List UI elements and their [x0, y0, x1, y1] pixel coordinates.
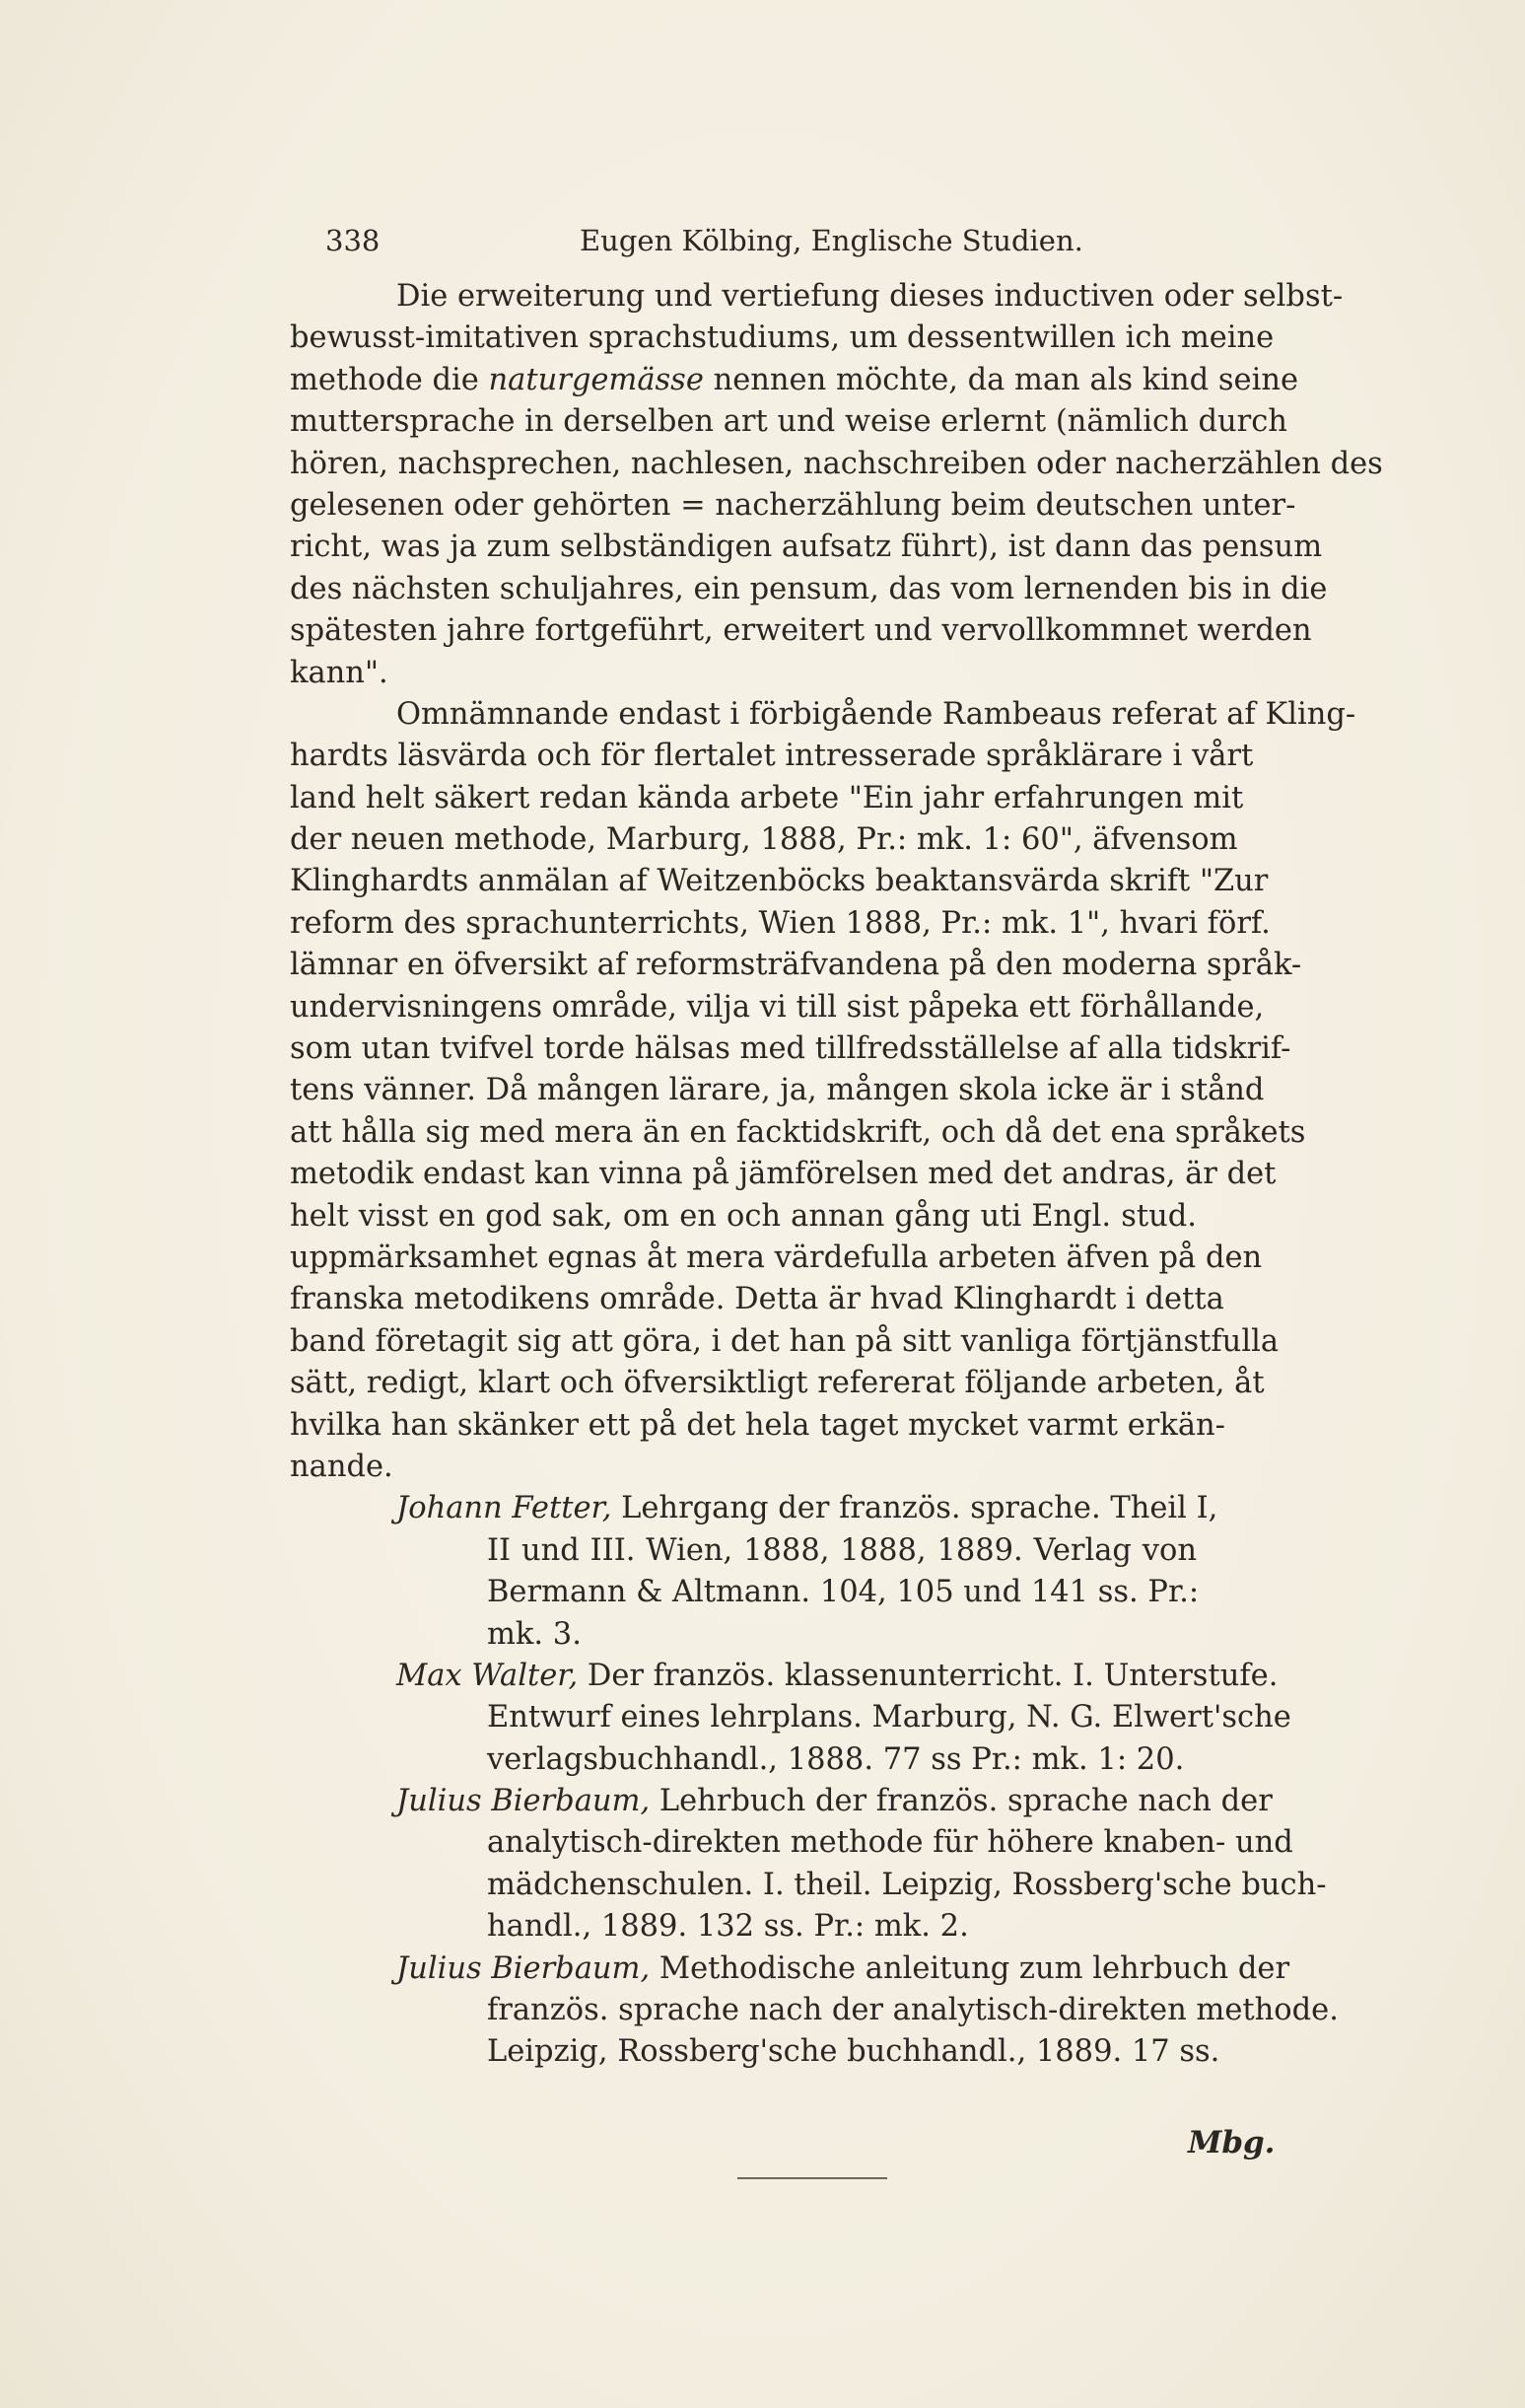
- text-line: Omnämnande endast i förbigående Rambeaus referat af Kling-: [396, 696, 1356, 732]
- text-line: hören, nachsprechen, nachlesen, nachschreiben oder nacherzählen des: [290, 446, 1383, 481]
- entry-author: Julius Bierbaum,: [396, 1950, 651, 1986]
- bibliography-entry: [290, 1781, 1327, 1948]
- text-line: uppmärksamhet egnas åt mera värdefulla arbeten äfven på den: [290, 1239, 1263, 1275]
- text-line: metodik endast kan vinna på jämförelsen med det andras, är det: [290, 1157, 1277, 1192]
- reviewer-signature: Mbg.: [1188, 2125, 1276, 2160]
- text-line: tens vänner. Då mången lärare, ja, mången skola icke är i stånd: [290, 1073, 1265, 1108]
- text-line: hvilka han skänker ett på det hela taget mycket varmt erkän-: [290, 1407, 1225, 1443]
- text-line: verlagsbuchhandl., 1888. 77 ss Pr.: mk. 1: 20.: [487, 1741, 1185, 1777]
- emphasis-term: naturgemässe: [488, 362, 704, 397]
- bibliography-entry: [290, 1488, 1218, 1656]
- text-line: gelesenen oder gehörten = nacherzählung beim deutschen unter-: [290, 487, 1296, 523]
- text-line: Leipzig, Rossberg'sche buchhandl., 1889. 17 ss.: [487, 2034, 1220, 2070]
- running-title: Eugen Kölbing, Englische Studien.: [580, 224, 1083, 257]
- text-line: des nächsten schuljahres, ein pensum, das vom lernenden bis in die: [290, 571, 1328, 606]
- text-line: mk. 3.: [487, 1616, 582, 1652]
- text-line: Bermann & Altmann. 104, 105 und 141 ss. Pr.:: [487, 1575, 1200, 1610]
- text-line: sätt, redigt, klart och öfversiktligt refererat följande arbeten, åt: [290, 1366, 1265, 1401]
- text-line: Entwurf eines lehrplans. Marburg, N. G. Elwert'sche: [487, 1700, 1291, 1735]
- text-run: nennen möchte, da man als kind seine: [703, 362, 1299, 397]
- text-line: Klinghardts anmälan af Weitzenböcks beaktansvärda skrift "Zur: [290, 864, 1269, 899]
- text-line: band företagit sig att göra, i det han på sitt vanliga förtjänstfulla: [290, 1323, 1280, 1359]
- text-run: methode die: [290, 362, 489, 397]
- text-run: Methodische anleitung zum lehrbuch der: [650, 1950, 1290, 1986]
- text-line: som utan tvifvel torde hälsas med tillfredsställelse af alla tidskrif-: [290, 1031, 1291, 1067]
- body-text: [290, 276, 1383, 2074]
- entry-author: Julius Bierbaum,: [396, 1784, 651, 1819]
- text-line: spätesten jahre fortgeführt, erweitert und vervollkommnet werden: [290, 613, 1312, 649]
- text-line: handl., 1889. 132 ss. Pr.: mk. 2.: [487, 1909, 969, 1945]
- page-number: 338: [325, 224, 381, 257]
- text-line: [290, 1948, 1290, 1990]
- text-run: Lehrgang der französ. sprache. Theil I,: [611, 1491, 1218, 1526]
- text-line: muttersprache in derselben art und weise erlernt (nämlich durch: [290, 404, 1287, 440]
- entry-author: Max Walter,: [396, 1658, 579, 1693]
- paragraph-1: [290, 276, 1383, 694]
- text-line: richt, was ja zum selbständigen aufsatz führt), ist dann das pensum: [290, 530, 1323, 565]
- paragraph-2: [290, 694, 1356, 1488]
- text-line: [290, 1656, 1279, 1697]
- text-line: lämnar en öfversikt af reformsträfvandena på den moderna språk-: [290, 948, 1302, 983]
- text-line: att hålla sig med mera än en facktidskrift, och då det ena språkets: [290, 1114, 1306, 1150]
- bibliography-entry: [290, 1948, 1339, 2074]
- text-line: französ. sprache nach der analytisch-direkten methode.: [487, 1993, 1339, 2028]
- end-rule: [737, 2177, 887, 2179]
- text-line: helt visst en god sak, om en och annan gång uti Engl. stud.: [290, 1198, 1197, 1234]
- text-line: [290, 360, 1299, 401]
- text-line: analytisch-direkten methode für höhere knaben- und: [487, 1825, 1293, 1861]
- text-line: II und III. Wien, 1888, 1888, 1889. Verlag von: [487, 1532, 1197, 1568]
- entry-author: Johann Fetter,: [396, 1491, 612, 1526]
- text-line: mädchenschulen. I. theil. Leipzig, Rossberg'sche buch-: [487, 1867, 1327, 1902]
- text-line: bewusst-imitativen sprachstudiums, um dessentwillen ich meine: [290, 320, 1275, 356]
- text-line: kann".: [290, 655, 388, 690]
- text-line: undervisningens område, vilja vi till sist påpeka ett förhållande,: [290, 989, 1265, 1025]
- text-line: hardts läsvärda och för flertalet intresserade språklärare i vårt: [290, 739, 1254, 774]
- text-line: nande.: [290, 1449, 393, 1484]
- text-line: [290, 1781, 1273, 1822]
- page-header: [325, 221, 1114, 260]
- text-line: [290, 1488, 1218, 1529]
- text-line: der neuen methode, Marburg, 1888, Pr.: mk. 1: 60", äfvensom: [290, 822, 1238, 858]
- text-line: land helt säkert redan kända arbete "Ein jahr erfahrungen mit: [290, 780, 1244, 815]
- bibliography-entry: [290, 1656, 1291, 1781]
- text-line: franska metodikens område. Detta är hvad Klinghardt i detta: [290, 1282, 1224, 1317]
- text-run: Lehrbuch der französ. sprache nach der: [650, 1784, 1273, 1819]
- text-line: Die erweiterung und vertiefung dieses inductiven oder selbst-: [396, 279, 1344, 314]
- text-line: reform des sprachunterrichts, Wien 1888, Pr.: mk. 1", hvari förf.: [290, 905, 1271, 941]
- text-run: Der französ. klassenunterricht. I. Unterstufe.: [578, 1658, 1279, 1693]
